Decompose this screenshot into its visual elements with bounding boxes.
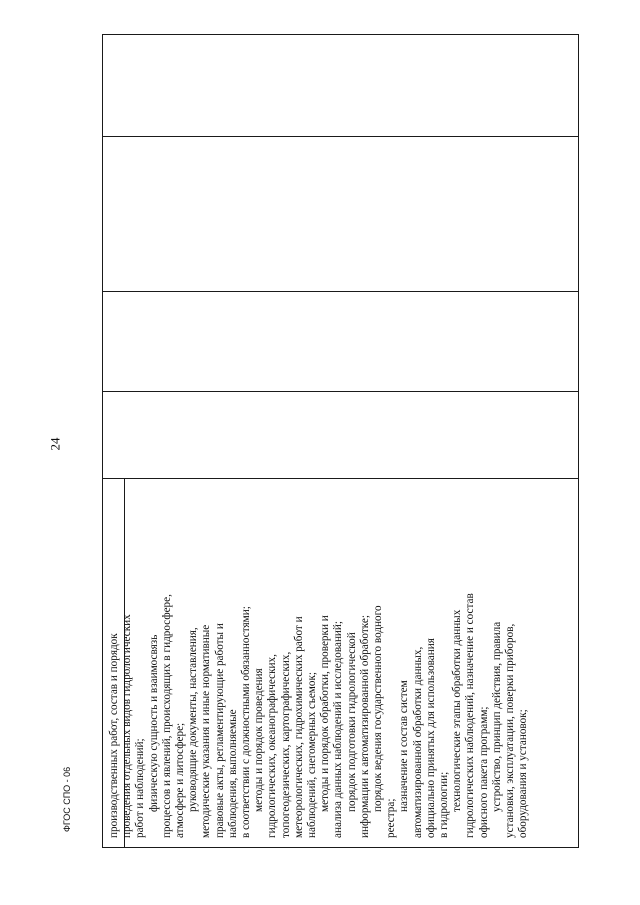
cell-line: производственных работ, состав и порядок bbox=[108, 633, 120, 838]
cell-line: в соответствии с должностными обязанностями; bbox=[240, 606, 253, 838]
cell-line: в гидрологии; bbox=[438, 771, 451, 838]
cell-line: оборудования и установок; bbox=[517, 709, 530, 838]
requirements-cell bbox=[102, 478, 579, 848]
cell-line: метеорологических, гидрохимических работ и bbox=[292, 616, 305, 838]
cell-line: анализа данных наблюдений и исследований; bbox=[332, 620, 345, 838]
cell-line: технологические этапы обработки данных bbox=[451, 609, 464, 812]
cell-line: методы и порядок обработки, проверки и bbox=[319, 615, 332, 812]
cell-line: работ и наблюдений; bbox=[134, 738, 147, 838]
page-number: 24 bbox=[47, 437, 63, 451]
cell-line: физическую сущность и взаимосвязь bbox=[147, 634, 160, 812]
cell-line: установки, эксплуатации, поверки приборов, bbox=[504, 623, 517, 838]
cell-line: руководящие документы, наставления, bbox=[187, 627, 200, 812]
cell-line: гидрологических наблюдений, назначение и состав bbox=[464, 593, 477, 838]
cell-line: наблюдения, выполняемые bbox=[226, 709, 239, 838]
cell-line: методические указания и иные нормативные bbox=[200, 624, 213, 838]
rotated-content bbox=[102, 34, 579, 848]
footer-code: ФГОС СПО - 06 bbox=[62, 766, 72, 832]
cell-line: порядок ведения государственного водного bbox=[372, 605, 385, 812]
cell-line: правовые акты, регламентирующие работы и bbox=[213, 623, 226, 838]
cell-line: порядок подготовки гидрологической bbox=[345, 632, 358, 812]
cell-line: автоматизированной обработки данных, bbox=[411, 646, 424, 838]
cell-line: гидрологических, океанографических, bbox=[266, 654, 279, 838]
competency-table bbox=[102, 34, 579, 848]
cell-line: официально принятых для использования bbox=[424, 638, 437, 838]
cell-line: офисного пакета программ; bbox=[477, 706, 490, 838]
cell-line: наблюдений, снегомерных съемок; bbox=[306, 671, 319, 838]
cell-line: атмосфере и литосфере; bbox=[174, 722, 187, 838]
cell-line: процессов и явлений, происходящих в гидросфере, bbox=[160, 594, 173, 838]
cell-line: информации к автоматизированной обработке; bbox=[358, 615, 371, 838]
cell-line: реестра; bbox=[385, 798, 398, 838]
cell-line: устройство, принцип действия, правила bbox=[490, 621, 503, 812]
cell-line: методы и порядок проведения bbox=[253, 668, 266, 812]
cell-line: назначение и состав систем bbox=[398, 680, 411, 812]
cell-line: топогеодезических, картографических, bbox=[279, 651, 292, 838]
cell-line: проведения отдельных видов гидрологических bbox=[121, 614, 134, 838]
